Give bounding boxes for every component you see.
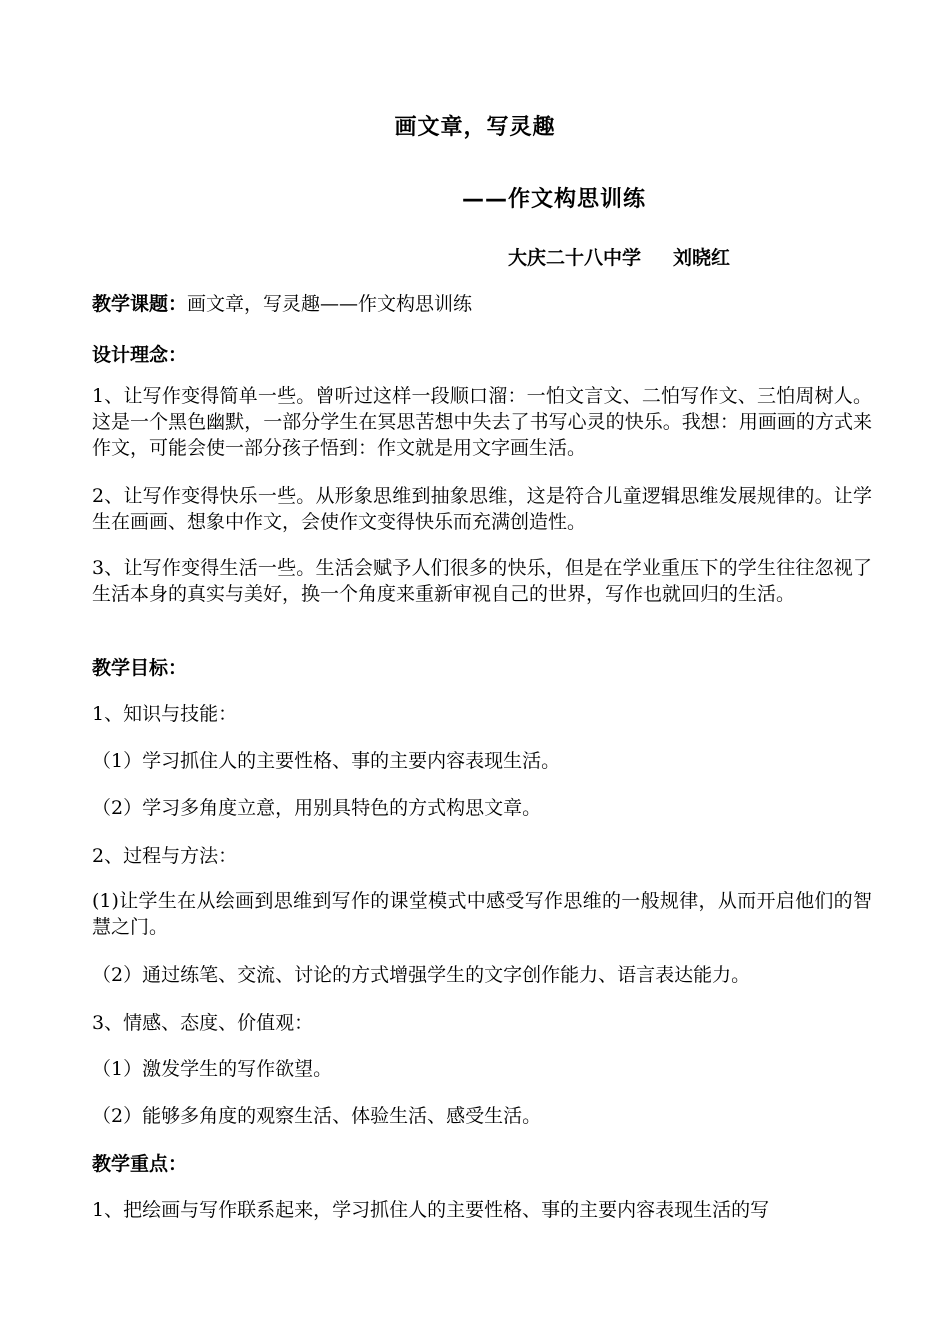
key-item-1: 1、把绘画与写作联系起来，学习抓住人的主要性格、事的主要内容表现生活的写 [92, 1199, 770, 1221]
author-school: 大庆二十八中学 [508, 247, 642, 269]
design-item-2: 2、让写作变得快乐一些。从形象思维到抽象思维，这是符合儿童逻辑思维发展规律的。让学生在画画、想象中作文，会使作文变得快乐而充满创造性。 [92, 485, 872, 533]
goals-heading-text: 教学目标： [92, 657, 188, 679]
topic-label: 教学课题： [92, 293, 188, 315]
topic-line [92, 291, 472, 317]
goal3-item-1: （1）激发学生的写作欲望。 [92, 1058, 333, 1080]
author-line [508, 243, 730, 270]
design-heading-text: 设计理念： [92, 344, 188, 366]
goal1-item-1: （1）学习抓住人的主要性格、事的主要内容表现生活。 [92, 750, 561, 772]
author-name: 刘晓红 [673, 247, 731, 269]
design-item-1: 1、让写作变得简单一些。曾听过这样一段顺口溜：一怕文言文、二怕写作文、三怕周树人。这是一个黑色幽默，一部分学生在冥思苦想中失去了书写心灵的快乐。我想：用画画的方式来作文，可能会使一部分孩子悟到：作文就是用文字画生活。 [92, 385, 872, 459]
goal3-heading: 3、情感、态度、价值观： [92, 1012, 314, 1034]
goal2-item-2: （2）通过练笔、交流、讨论的方式增强学生的文字创作能力、语言表达能力。 [92, 964, 751, 986]
document-title: 画文章，写灵趣 [394, 115, 556, 140]
design-heading [92, 342, 187, 368]
goal2-heading: 2、过程与方法： [92, 845, 238, 867]
goal1-heading: 1、知识与技能： [92, 703, 238, 725]
key-heading-text: 教学重点： [92, 1153, 188, 1175]
key-heading [92, 1151, 187, 1177]
goal1-item-2: （2）学习多角度立意，用别具特色的方式构思文章。 [92, 797, 542, 819]
topic-value: 画文章，写灵趣——作文构思训练 [187, 293, 473, 315]
goal3-item-2: （2）能够多角度的观察生活、体验生活、感受生活。 [92, 1105, 542, 1127]
document-subtitle: ——作文构思训练 [462, 187, 647, 212]
design-item-3: 3、让写作变得生活一些。生活会赋予人们很多的快乐，但是在学业重压下的学生往往忽视了生活本身的真实与美好，换一个角度来重新审视自己的世界，写作也就回归的生活。 [92, 557, 872, 605]
goal2-item-1: (1)让学生在从绘画到思维到写作的课堂模式中感受写作思维的一般规律，从而开启他们的智慧之门。 [92, 890, 872, 938]
goals-heading [92, 655, 187, 681]
